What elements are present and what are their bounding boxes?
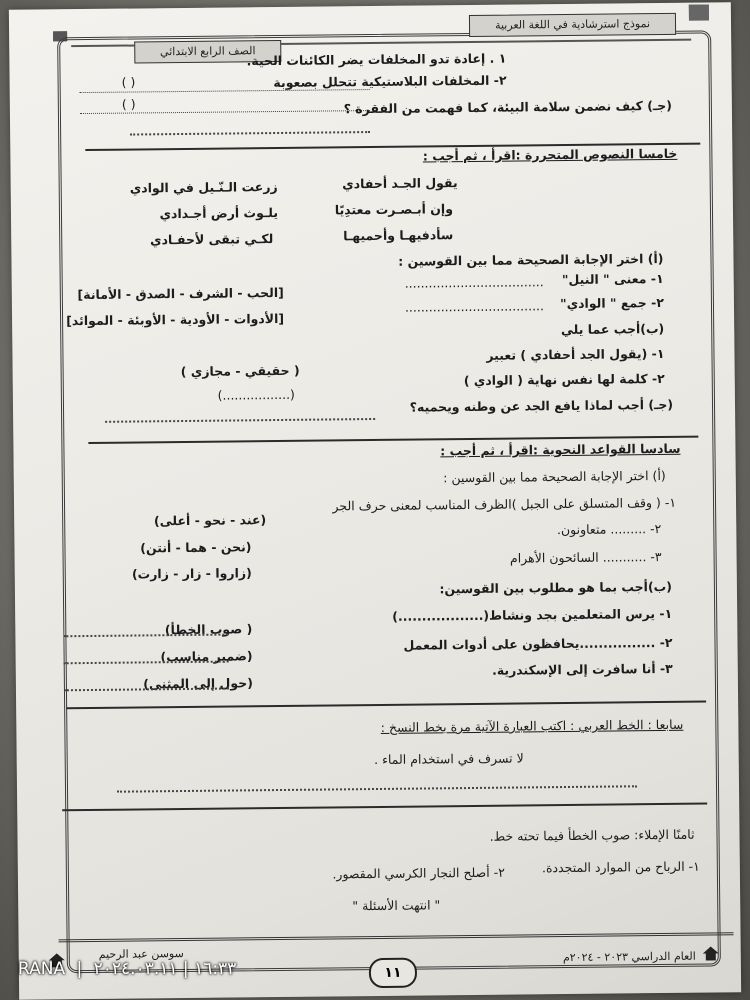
photo-stamp-name: RANA <box>18 959 66 979</box>
section-6-b2: ٢- ................يحافظون على أدوات المعمل <box>403 634 673 653</box>
section-8-q1: ١- الرباح من الموارد المتجددة. <box>541 858 700 876</box>
corner-ornament <box>689 4 709 20</box>
section-5-b2: ٢- كلمة لها نفس نهاية ( الوادي ) <box>463 370 665 389</box>
section-5-a2-choices: [الأدوات - الأودية - الأوبئة - الموائد] <box>66 310 285 329</box>
footer-author: سوسن عبد الرحيم <box>98 947 184 961</box>
section-5-b1-choices: ( حقيقي - مجازي ) <box>180 362 300 380</box>
section-6-a1-choices: (عند - نحو - أعلى) <box>153 512 267 529</box>
answer-paren-1: ( ) <box>121 74 136 90</box>
section-6-b1: ١- يرس المتعلمين بجد ونشاط(..................) <box>392 605 673 624</box>
statement-1: ١ . إعادة تدو المخلفات يضر الكائنات الحية. <box>246 50 507 69</box>
footer-year: العام الدراسي ٢٠٢٣ - ٢٠٢٤م <box>562 949 696 965</box>
question-c: (جـ) كيف نضمن سلامة البيئة، كما فهمت من الفقرة ؟ <box>343 97 672 117</box>
verse-1-left: زرعت الـنّـيل في الوادي <box>129 179 278 196</box>
home-icon <box>703 946 719 960</box>
section-5-b2-blank: (.................) <box>217 386 295 403</box>
section-8-q2: ٢- أصلح النجار الكرسي المقصور. <box>332 864 505 882</box>
end-of-questions: " انتهت الأسئلة " <box>352 897 441 914</box>
section-5-b1: ١- (يقول الجد أحفادي ) تعبير <box>486 345 665 363</box>
verse-3-right: سأدفيهـا وأحميهـا <box>343 227 454 244</box>
header-grade: الصف الرابع الابتدائي <box>134 40 281 64</box>
section-5-a2: ٢- جمع " الوادي" <box>560 294 665 312</box>
section-6-part-b: (ب)أجب بما هو مطلوب بين القوسين: <box>439 578 672 597</box>
page-number: ١١ <box>369 958 417 989</box>
section-7-title: سابعا : الخط العربي : اكتب العبارة الآتية مرة بخط النسخ : <box>380 716 684 735</box>
section-5-part-b: (ب)أجب عما يلي <box>560 320 665 338</box>
section-8-title: ثامنًا الإملاء: صوب الخطأ فيما تحته خط. <box>489 826 695 844</box>
photo-stamp-datetime: ١٦:٣٣ | ٢٠٢٤.٠٣.١١ <box>93 959 237 979</box>
section-6-a3: ٣- ........... السائحون الأهرام <box>509 549 662 566</box>
section-7-sentence: لا تسرف في استخدام الماء . <box>374 750 524 768</box>
verse-2-left: يلـوث أرض أجـدادي <box>159 205 279 222</box>
section-5-part-c: (جـ) أجب لماذا يافع الجد عن وطنه ويحميه؟ <box>409 396 674 415</box>
statement-2: ٢- المخلفات البلاستيكية تتحلل بصعوبة <box>273 72 507 91</box>
section-6-a2-choices: (نحن - هما - أنتن) <box>140 539 252 556</box>
section-6-b3: ٣- أنا سافرت إلى الإسكندرية. <box>491 660 673 678</box>
section-6-b1-choices: ( صوب الخطأ) <box>164 621 253 638</box>
section-6-a1: ١- ( وقف المتسلق على الجبل )الظرف المناسب لمعنى حرف الجر <box>332 494 677 514</box>
section-6-b2-choices: (ضمير مناسب) <box>160 648 253 665</box>
section-5-part-a: (أ) اختر الإجابة الصحيحة مما بين القوسين : <box>398 250 664 269</box>
section-5-a2-blank: ................................... <box>404 298 545 315</box>
header-title: نموذج استرشادية في اللغة العربية <box>469 13 676 37</box>
verse-2-right: وإن أبـصـرت معتدِيًا <box>334 201 454 218</box>
section-5-a1: ١- معنى " النيل" <box>561 270 664 288</box>
section-5-title: خامسا النصوص المتحررة :اقرأ ، ثم أجب : <box>422 145 678 164</box>
verse-1-right: يقول الجـد أحفادي <box>342 175 458 192</box>
section-5-a1-blank: ................................... <box>404 274 544 291</box>
exam-sheet <box>9 2 741 1000</box>
section-6-b3-choices: (حول إلى المثنى) <box>143 675 253 692</box>
section-6-title: سادسا القواعد النحوية :اقرأ ، ثم أجب : <box>440 440 681 459</box>
verse-3-left: لكـي تبقى لأحفـادي <box>149 231 274 248</box>
section-6-a2: ٢- ......... متعاونون. <box>556 521 662 538</box>
answer-paren-2: ( ) <box>121 96 136 112</box>
photo-timestamp: RANA | ١٦:٣٣ | ٢٠٢٤.٠٣.١١ <box>18 959 237 979</box>
section-5-a1-choices: [الحب - الشرف - الصدق - الأمانة] <box>77 284 284 303</box>
section-6-a3-choices: (زاروا - زار - زارت) <box>131 565 252 582</box>
section-6-part-a: (أ) اختر الإجابة الصحيحة مما بين القوسين : <box>443 467 666 486</box>
